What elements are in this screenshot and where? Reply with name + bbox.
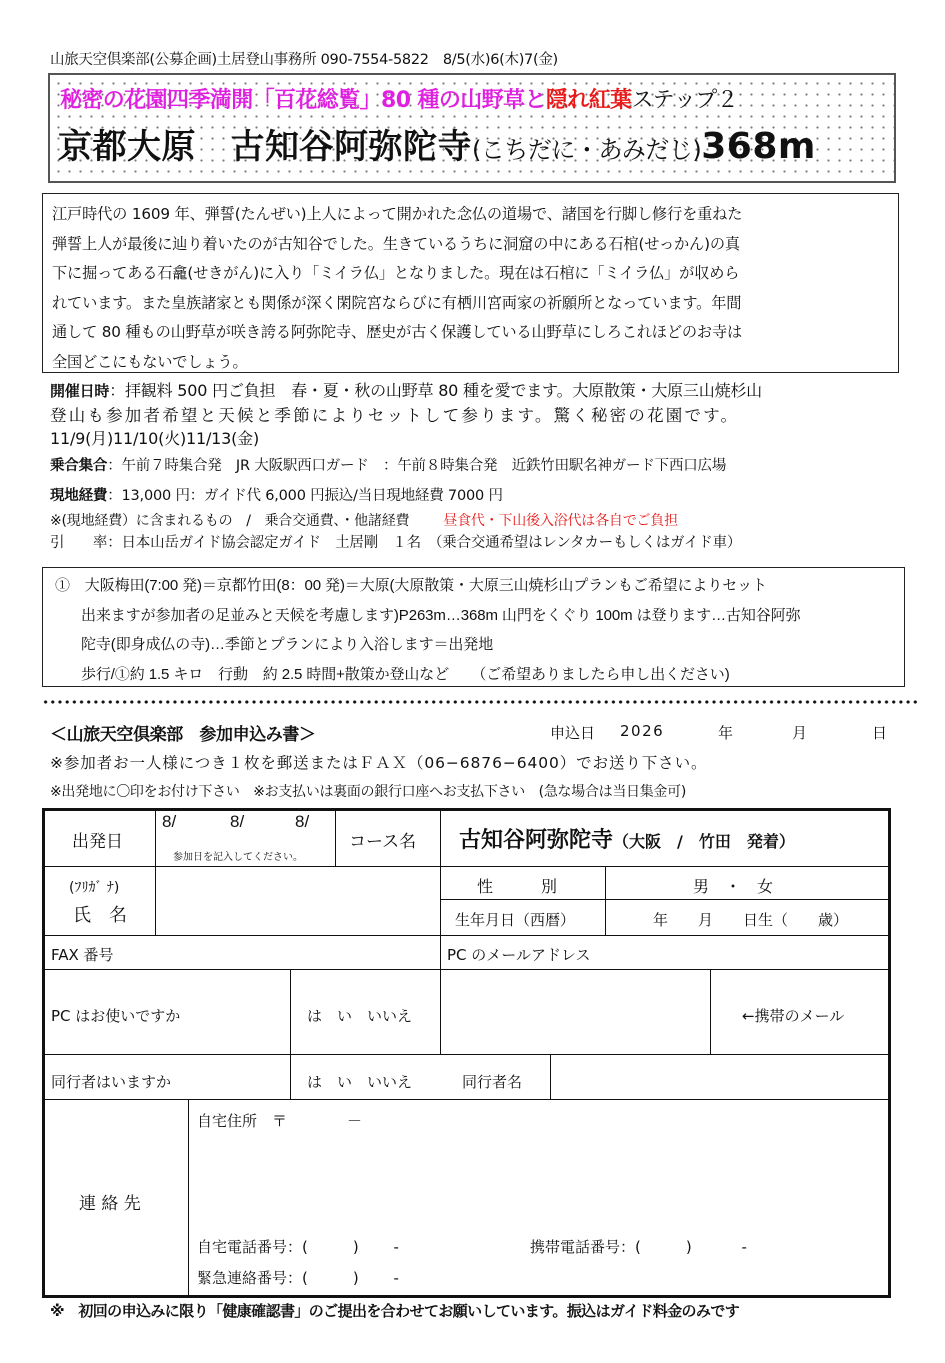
subtitle-step: ステップ２ [631, 88, 739, 113]
day-unit: 日 [872, 724, 888, 742]
email-field[interactable] [441, 970, 709, 1054]
gender-label: 性 別 [477, 877, 558, 896]
departure-hint: 参加日を記入してください。 [173, 852, 303, 863]
emergency-phone[interactable]: 緊急連絡番号：( ) - [197, 1269, 399, 1287]
pc-question: PC はお使いですか [51, 1007, 181, 1025]
month-unit: 月 [792, 724, 808, 742]
departure-date-2[interactable]: 8/ [230, 812, 245, 831]
description-line: 全国どこにもないでしょう。 [52, 352, 248, 371]
mobile-phone[interactable]: 携帯電話番号：( ) - [530, 1238, 747, 1256]
application-title: ＜山旅天空倶楽部 参加申込み書＞ [50, 725, 316, 745]
schedule-line-1 [50, 378, 762, 401]
included-line [50, 510, 678, 530]
description-line: 下に掘ってある石龕(せきがん)に入り「ミイラ仏」となりました。現在は石棺に「ミイラ仏」が収めら [52, 264, 740, 282]
excluded-text: 昼食代・下山後入浴代は各自でご負担 [443, 513, 678, 529]
course-name [459, 823, 795, 854]
schedule-label: 開催日時 [50, 382, 110, 400]
companion-name-label: 同行者名 [462, 1073, 523, 1091]
home-phone[interactable]: 自宅電話番号：( ) - [197, 1238, 399, 1256]
schedule-dates: 11/9(月)11/10(火)11/13(金) [50, 429, 260, 448]
pc-yes-no[interactable]: は い いいえ [307, 1007, 413, 1025]
departure-date-1[interactable]: 8/ [162, 812, 177, 831]
companion-question: 同行者はいますか [51, 1073, 172, 1091]
route-line: ① 大阪梅田(7:00 発)＝京都竹田(8：00 発)＝大原(大原散策・大原三山焼杉山プランもご希望によりセット [55, 577, 767, 594]
companion-name-field[interactable] [551, 1055, 888, 1099]
main-title-reading: (こちだに・あみだじ) [472, 136, 702, 164]
main-title-altitude: 368m [701, 126, 816, 167]
application-date-label: 申込日 [550, 724, 596, 742]
birth-format[interactable]: 年 月 日生（ 歳） [653, 911, 849, 929]
description-line: 江戸時代の 1609 年、弾誓(たんぜい)上人によって開かれた念仏の道場で、諸国を行脚し修行を重ねた [52, 205, 743, 223]
meeting-line [50, 454, 726, 475]
route-line: 出来ますが参加者の足並みと天候を考慮します)P263m…368m 山門をくぐり 100m は登ります…古知谷阿弥 [81, 606, 801, 624]
furigana-label: (ﾌﾘｶﾞ ﾅ) [69, 880, 120, 896]
route-line: 歩行/①約 1.5 キロ 行動 約 2.5 時間+散策か登山など （ご希望ありましたら申し出ください) [81, 665, 730, 683]
leader-label: 引 率 [50, 535, 108, 551]
fax-label: FAX 番号 [51, 946, 114, 964]
subtitle-pink: 秘密の花園四季満開「百花総覧」80 種の山野草と [60, 88, 546, 113]
description-line: 通して 80 種もの山野草が咲き誇る阿弥陀寺、歴史が古く保護している山野草にしろこれほどのお寺は [52, 323, 743, 341]
course-label: コース名 [349, 832, 417, 852]
meeting-text: ：午前７時集合発 JR 大阪駅西口ガード ：午前８時集合発 近鉄竹田駅名神ガード下西口広場 [107, 458, 727, 474]
schedule-line-2: 登山も参加者希望と天候と季節によりセットして参ります。驚く秘密の花園です。 [50, 406, 740, 425]
dotted-separator [42, 700, 920, 704]
description-line: れています。また皇族諸家とも関係が深く閑院宮ならびに有栖川宮両家の祈願所となっています。年間 [52, 293, 742, 312]
mobile-mail-label: ←携帯のメール [742, 1007, 845, 1025]
route-line: 陀寺(即身成仏の寺)…季節とプランにより入浴します＝出発地 [81, 636, 494, 653]
application-form [42, 808, 891, 1298]
application-note-2: ※出発地に〇印をお付け下さい ※お支払いは裏面の銀行口座へお支払下さい (急な場合は当日集金可) [50, 784, 686, 800]
name-label: 氏 名 [73, 905, 127, 926]
subtitle-red: 隠れ紅葉 [545, 88, 632, 113]
cost-label: 現地経費 [50, 488, 108, 504]
leader-text: ：日本山岳ガイド協会認定ガイド 土居剛 １名 （乗合交通希望はレンタカーもしくはガイド車） [107, 535, 742, 551]
departure-label: 出発日 [72, 832, 123, 852]
subtitle [60, 83, 738, 114]
application-date-year: 2026 [620, 722, 665, 740]
application-note-1: ※参加者お一人様につき１枚を郵送またはＦＡＸ（06−6876−6400）でお送り下さい。 [50, 754, 708, 772]
course-name-text: 古知谷阿弥陀寺 [459, 828, 614, 853]
cost-text: ：13,000 円：ガイド代 6,000 円振込/当日現地経費 7000 円 [107, 488, 503, 504]
description-box [42, 193, 899, 373]
footer-note: ※ 初回の申込みに限り「健康確認書」のご提出を合わせてお願いしています。振込はガイド料金のみです [50, 1302, 740, 1320]
cost-line [50, 484, 503, 505]
meeting-label: 乗合集合 [50, 458, 108, 474]
year-unit: 年 [718, 724, 734, 742]
departure-date-3[interactable]: 8/ [295, 812, 310, 831]
companion-yes-no[interactable]: は い いいえ [307, 1073, 413, 1091]
name-field[interactable] [155, 867, 440, 935]
included-text: ※(現地経費）に含まれるもの / 乗合交通費、・他諸経費 [50, 513, 410, 529]
birth-label: 生年月日（西暦） [455, 911, 576, 929]
schedule-text-1: ：拝観料 500 円ご負担 春・夏・秋の山野草 80 種を愛でます。大原散策・大原三山焼杉山 [109, 381, 762, 400]
email-label: PC のメールアドレス [447, 946, 591, 964]
leader-line [50, 531, 741, 552]
description-line: 弾誓上人が最後に辿り着いたのが古知谷でした。生きているうちに洞窟の中にある石棺(せっかん)の真 [52, 234, 740, 253]
course-note: （大阪 / 竹田 発着） [613, 832, 795, 851]
title-box [48, 73, 896, 183]
address-label[interactable]: 自宅住所 〒 － [197, 1112, 363, 1130]
main-title-place: 京都大原 古知谷阿弥陀寺 [58, 127, 472, 167]
contact-label: 連 絡 先 [79, 1194, 141, 1214]
route-box [42, 567, 905, 687]
gender-options[interactable]: 男 ・ 女 [693, 877, 774, 896]
organizer-line: 山旅天空倶楽部(公募企画)土居登山事務所 090-7554-5822 8/5(水)6(木)7(金) [50, 52, 558, 68]
main-title [58, 119, 816, 168]
